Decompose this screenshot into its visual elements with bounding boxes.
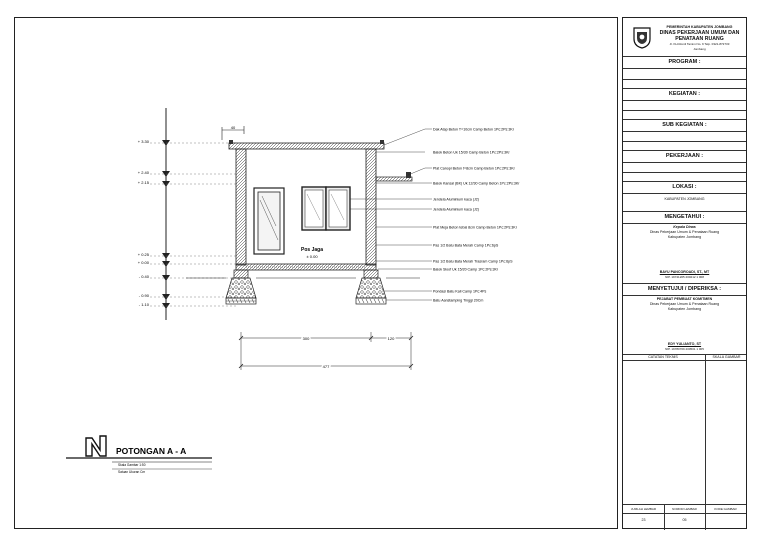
level-marker (138, 260, 238, 267)
org-line-1: PEMERINTAH KABUPATEN JOMBANG (666, 25, 733, 29)
svg-text:300: 300 (302, 336, 310, 341)
level-marker (138, 252, 238, 259)
ppk-nip: NIP. 19780709 200501 1 005 (665, 347, 704, 351)
nomor-lembar-label: NOMOR LEMBAR (672, 507, 697, 511)
room-level: ± 0.00 (306, 254, 318, 259)
svg-text:Balok Sloof Uk 15/20 Camp 1Pc:: Balok Sloof Uk 15/20 Camp 1Pc:2Ps:3Kr (433, 267, 499, 272)
svg-text:120: 120 (387, 336, 395, 341)
level-label: + 2.40 (137, 170, 149, 175)
kepala-org-2: Kabupaten Jombang (667, 235, 702, 239)
room-label: Pos Jaga (301, 247, 323, 253)
jumlah-lembar-value: 23 (641, 518, 646, 522)
jombang-emblem-icon (632, 27, 652, 49)
right-wall (366, 149, 376, 265)
level-marker (139, 293, 238, 300)
svg-text:Pondasi Batu Kali Camp 1Pc:4Ps: Pondasi Batu Kali Camp 1Pc:4Ps (433, 289, 487, 294)
svg-text:Balok Kansal (BK) Uk 12/30 Cam: Balok Kansal (BK) Uk 12/30 Camp Beton 1Pc:2Ps:3Kr (433, 181, 520, 186)
level-label: + 2.15 (137, 180, 149, 185)
top-dimension (222, 125, 244, 140)
level-marker (139, 302, 238, 309)
level-label: + 0.25 (137, 252, 149, 257)
svg-text:Skala Gambar 1:50: Skala Gambar 1:50 (118, 463, 146, 467)
skala-label: SKALA GAMBAR (712, 355, 741, 359)
level-marker (138, 139, 238, 146)
ppk-org-1: Dinas Pekerjaan Umum & Penataan Ruang (649, 302, 720, 306)
menyetujui-label: MENYETUJUI / DIPERIKSA : (647, 286, 722, 292)
title-block (622, 17, 747, 529)
section-symbol-icon (86, 436, 106, 456)
level-label: - 0.40 (138, 274, 149, 279)
mengetahui-label: MENGETAHUI : (664, 214, 705, 220)
annotation (376, 244, 499, 248)
nomor-lembar-value: 05 (682, 518, 687, 522)
lokasi-value: KABUPATEN JOMBANG (664, 197, 705, 201)
svg-text:Plat Meja Beton tebal 8cm Camp: Plat Meja Beton tebal 8cm Camp Beton 1Pc:2Ps:3Kr (433, 225, 517, 230)
annotation (376, 260, 513, 264)
annotation (376, 151, 511, 155)
catatan-label: CATATAN TEKNIS (648, 355, 678, 359)
jumlah-lembar-label: JUMLAH LEMBAR (630, 507, 657, 511)
svg-text:Dak Atap Beton T=10cm Camp Bet: Dak Atap Beton T=10cm Camp Beton 1Pc:2Ps:3Kr (433, 127, 514, 132)
ppk-org-2: Kabupaten Jombang (667, 307, 702, 311)
program-label: PROGRAM : (668, 59, 701, 65)
annotation (408, 167, 516, 176)
level-label: - 1.10 (138, 302, 149, 307)
annotation (376, 226, 518, 230)
roof-slab (229, 143, 384, 149)
kepala-title: Kepala Dinas (673, 225, 696, 229)
svg-text:Balok Beton Uk 15/30 Camp Beto: Balok Beton Uk 15/30 Camp Beton 1Pc:2Ps:3Kr (433, 150, 510, 155)
level-marker (138, 170, 238, 177)
svg-text:Plat Canopi Beton t=8cm Camp B: Plat Canopi Beton t=8cm Camp Beton 1Pc:2Ps:3Kr (433, 166, 515, 171)
ppk-title: PEJABAT PEMBUAT KOMITMEN (656, 297, 713, 301)
left-wall (236, 149, 246, 265)
dimension-line (239, 332, 413, 370)
kode-gambar-label: KODE GAMBAR (714, 507, 737, 511)
ppk-name: EDY YULIANTO, ST (667, 342, 702, 346)
level-marker (138, 180, 238, 187)
svg-text:477: 477 (322, 364, 330, 369)
section-title (66, 436, 212, 474)
svg-text:Jendela Aluminium kaca (J2): Jendela Aluminium kaca (J2) (433, 207, 479, 212)
org-line-3: PENATAAN RUANG (675, 36, 724, 42)
level-label: + 3.30 (137, 139, 149, 144)
sub-kegiatan-label: SUB KEGIATAN : (662, 122, 707, 128)
annotation (382, 290, 487, 294)
kegiatan-label: KEGIATAN : (668, 91, 701, 97)
annotation (378, 268, 499, 272)
svg-text:40: 40 (230, 125, 236, 130)
svg-text:Pas 1/2 Batu Bata Merah Camp 1: Pas 1/2 Batu Bata Merah Camp 1Pc:6pS (433, 243, 499, 248)
left-foundation (226, 270, 256, 304)
annotation (376, 182, 520, 186)
lokasi-label: LOKASI : (672, 184, 697, 190)
svg-text:Satuan Ukuran Cm: Satuan Ukuran Cm (118, 470, 146, 474)
kepala-nip: NIP. 19741205 200212 1 008 (665, 275, 704, 279)
kepala-org-1: Dinas Pekerjaan Umum & Penataan Ruang (649, 230, 720, 234)
svg-text:Batu Aanstamping Tinggi 20Cm: Batu Aanstamping Tinggi 20Cm (433, 298, 484, 303)
svg-text:POTONGAN A - A: POTONGAN A - A (116, 446, 187, 456)
org-line-2: DINAS PEKERJAAN UMUM DAN (659, 30, 740, 36)
annotation (386, 299, 483, 303)
org-address: Jl. KH.Romli Tamim No. 9 Telp. 0321-872733 (669, 42, 730, 46)
level-label: - 0.90 (138, 293, 149, 298)
annotation (384, 128, 515, 146)
level-marker (139, 274, 238, 281)
kepala-name: BAYU PANCOROADI, ST., MT (659, 270, 710, 274)
right-foundation (356, 270, 386, 304)
svg-text:Pas 1/2 Batu Bata Merah Trasra: Pas 1/2 Batu Bata Merah Trasram Camp 1Pc:6pS (433, 259, 513, 264)
level-label: + 0.00 (137, 260, 149, 265)
pekerjaan-label: PEKERJAAN : (665, 153, 704, 159)
svg-text:Jendela Aluminium kaca (J2): Jendela Aluminium kaca (J2) (433, 197, 479, 202)
org-city: Jombang (693, 47, 706, 51)
